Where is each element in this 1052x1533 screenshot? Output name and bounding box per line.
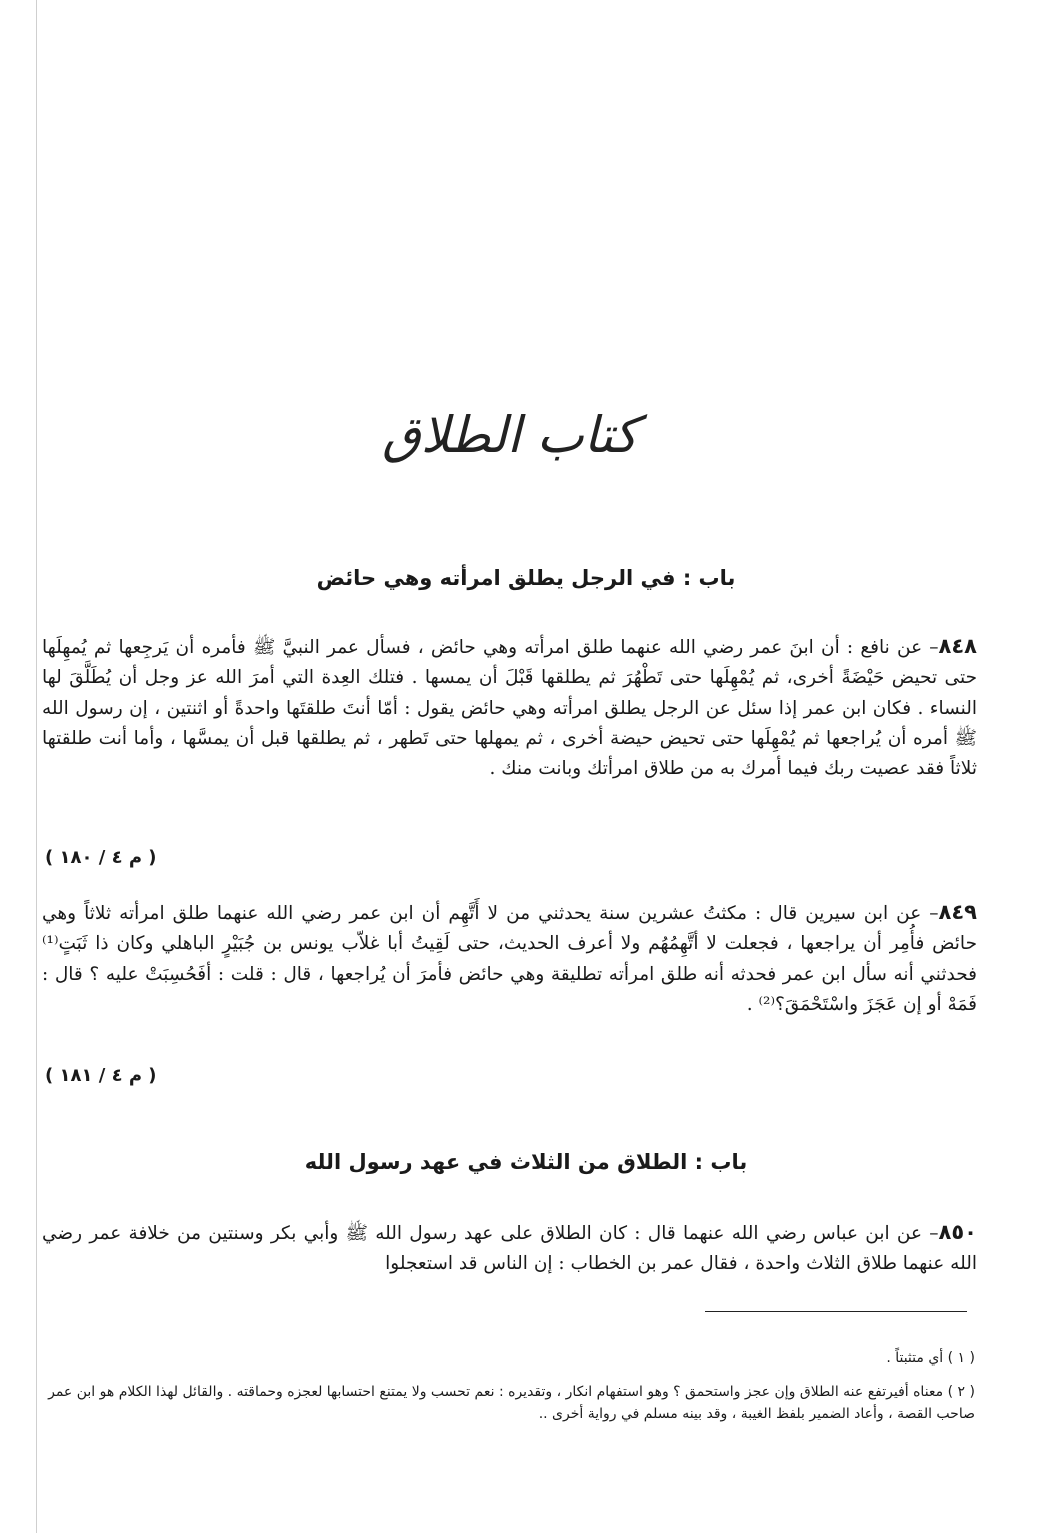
hadith-number: ٨٥٠ bbox=[938, 1220, 977, 1244]
hadith-number: ٨٤٨ bbox=[938, 634, 977, 658]
hadith-text: – عن نافع : أن ابنَ عمر رضي الله عنهما طلق امرأته وهي حائض ، فسأل عمر النبيَّ ﷺ فأمره أن يَرجِعها ثم يُمهِلَها حتى تحيض حَيْضَةً أخرى، ثم يُمْهِلَها حتى تَطْهُرَ ثم يطلقها قَبْلَ أن يمسها . فتلك العِدة التي أمرَ الله عز وجل أن يُطَلَّقَ لها النساء . فكان ابن عمر إذا سئل عن الرجل يطلق امرأته وهي حائض يقول : أمّا أنتَ طلقتَها واحدةً أو اثنتين ، إن رسول الله ﷺ أمره أن يُراجعها ثم يُمْهِلَها حتى تحيض حيضة أخرى ، ثم يمهلها حتى تَطهر ، ثم يطلقها قبل أن يمسَّها ، وأما أنت طلقتها ثلاثاً فقد عصيت ربك فيما أمرك به من طلاق امرأتك وبانت منك . bbox=[42, 637, 978, 780]
chapter-heading-1: باب : في الرجل يطلق امرأته وهي حائض bbox=[316, 566, 736, 590]
hadith-848 bbox=[42, 631, 977, 784]
footnote-2: ( ٢ ) معناه أفيرتفع عنه الطلاق وإن عجز واستحمق ؟ وهو استفهام انكار ، وتقديره : نعم تحسب ولا يمتنع احتسابها لعجزه وحماقته . والقائل لهذا الكلام هو ابن عمر صاحب القصة ، وأعاد الضمير بلفظ الغيبة ، وقد بينه مسلم في رواية أخرى .. bbox=[48, 1384, 975, 1422]
book-title: كتاب الطلاق bbox=[382, 406, 638, 464]
footnote-1: ( ١ ) أي متثبتاً . bbox=[886, 1350, 975, 1366]
chapter-heading-2: باب : الطلاق من الثلاث في عهد رسول الله bbox=[304, 1150, 748, 1174]
hadith-849 bbox=[42, 897, 977, 1020]
footnote-separator bbox=[705, 1311, 967, 1312]
hadith-number: ٨٤٩ bbox=[938, 900, 977, 924]
hadith-text: – عن ابن سيرين قال : مكثتُ عشرين سنة يحدثني من لا أَتَّهِم أن ابن عمر رضي الله عنهما طلق امرأته ثلاثاً وهي حائض فأُمِر أن يراجعها ، فجعلت لا أتَّهِمُهُم ولا أعرف الحديث، حتى لَقِيتُ أبا غلاّب يونس بن جُبَيْرٍ الباهلي وكان ذا ثَبَتٍ⁽¹⁾ فحدثني أنه سأل ابن عمر فحدثه أنه طلق امرأته تطليقة وهي حائض فأمرَ أن يُراجعها ، قال : قلت : أفَحُسِبَتْ عليه ؟ قال : فَمَهْ أو إن عَجَزَ واسْتَحْمَقَ؟⁽²⁾ . bbox=[42, 903, 977, 1015]
page-margin-line bbox=[36, 0, 37, 1533]
hadith-850 bbox=[42, 1217, 977, 1280]
hadith-848-reference: ( م ٤ / ١٨٠ ) bbox=[45, 847, 157, 868]
hadith-849-reference: ( م ٤ / ١٨١ ) bbox=[45, 1065, 157, 1086]
hadith-text: – عن ابن عباس رضي الله عنهما قال : كان الطلاق على عهد رسول الله ﷺ وأبي بكر وسنتين من خلافة عمر رضي الله عنهما طلاق الثلاث واحدة ، فقال عمر بن الخطاب : إن الناس قد استعجلوا bbox=[42, 1223, 977, 1275]
